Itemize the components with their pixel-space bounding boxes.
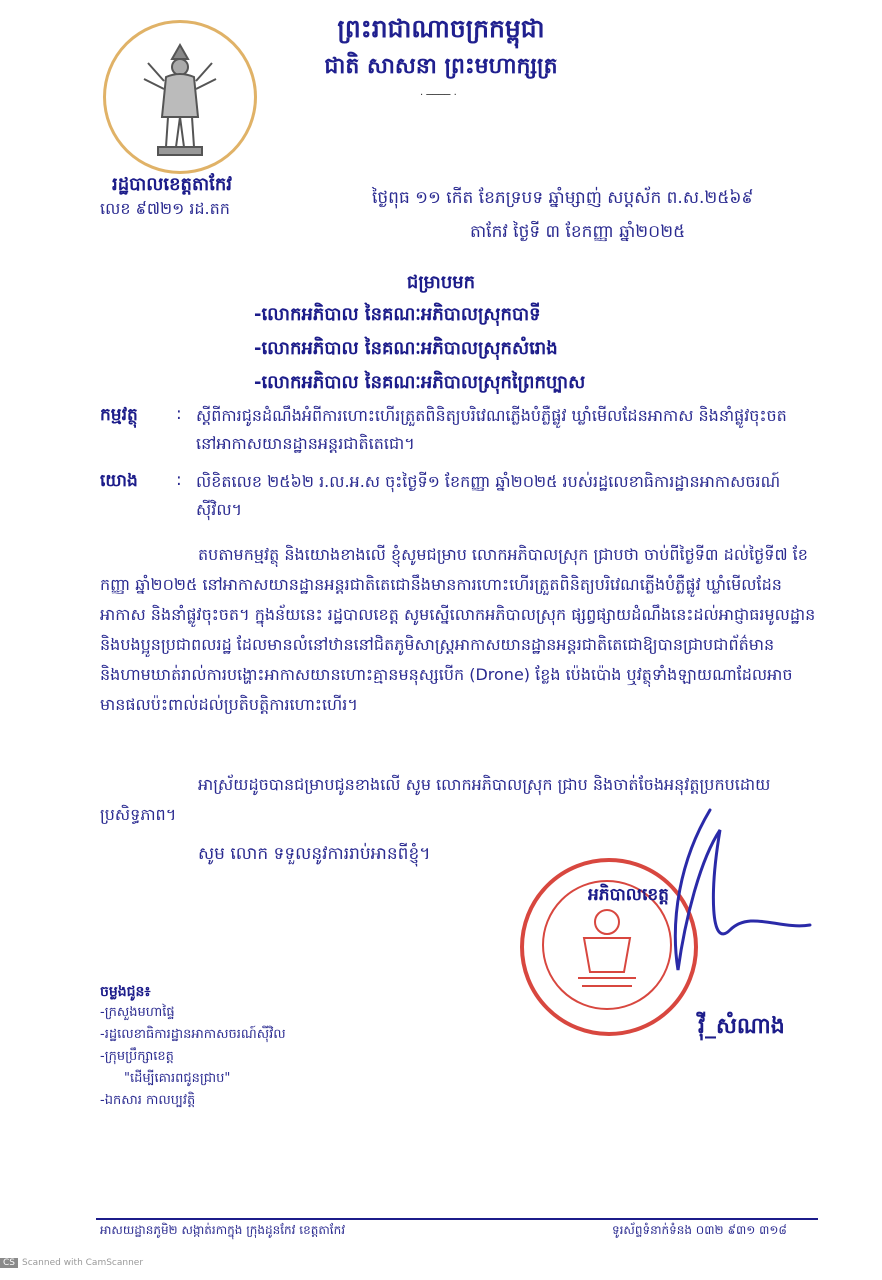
body-paragraph-1 bbox=[100, 540, 820, 720]
reference-text: លិខិតលេខ ២៥៦២ រ.ល.អ.ស ចុះថ្ងៃទី១ ខែកញ្ញា ឆ្នាំ២០២៥ របស់រដ្ឋលេខាធិការដ្ឋានអាកាសចរណ៍ស៊ីវិល។ bbox=[196, 472, 781, 519]
camscanner-icon: CS bbox=[0, 1258, 18, 1268]
national-motto: ជាតិ សាសនា ព្រះមហាក្សត្រ bbox=[324, 54, 558, 79]
cc-item: -រដ្ឋលេខាធិការដ្ឋានអាកាសចរណ៍ស៊ីវិល bbox=[100, 1027, 286, 1042]
body-paragraph-2-text: អាស្រ័យដូចបានជម្រាបជូនខាងលើ សូម លោកអភិបាលស្រុក ជ្រាប និងចាត់ចែងអនុវត្តប្រកបដោយប្រសិទ្ធភាព។ bbox=[100, 775, 771, 824]
cc-item: -ក្រុមប្រឹក្សាខេត្ត bbox=[100, 1049, 174, 1064]
cc-heading: ចម្លងជូន៖ bbox=[100, 984, 151, 1000]
closing-line: សូម លោក ទទួលនូវការរាប់អានពីខ្ញុំ។ bbox=[198, 844, 431, 864]
footer-phone: ទូរស័ព្ទទំនាក់ទំនង ០៣២ ៩៣១ ៣១៨ bbox=[612, 1223, 787, 1237]
deity-statue-icon bbox=[106, 23, 254, 171]
sender-administration: រដ្ឋបាលខេត្តតាកែវ bbox=[112, 174, 232, 195]
lunar-date: ថ្ងៃពុធ ១១ កើត ខែភទ្របទ ឆ្នាំម្សាញ់ សប្តស័ក ព.ស.២៥៦៩ bbox=[372, 188, 754, 208]
kingdom-heading: ព្រះរាជាណាចក្រកម្ពុជា bbox=[337, 14, 545, 43]
cc-item: -ឯកសារ កាលប្បវត្តិ bbox=[100, 1093, 196, 1108]
subject-text: ស្តីពីការជូនដំណឹងអំពីការហោះហើរត្រួតពិនិត្យបរិវេណភ្លើងបំភ្លឺផ្លូវ ឃ្លាំមើលដែនអាកាស និងនាំផ្លូវចុះចតនៅអាកាសយានដ្ឋានអន្តរជាតិតេជោ។ bbox=[196, 406, 787, 453]
recipient-item: -លោកអភិបាល នៃគណៈអភិបាលស្រុកព្រៃកប្បាស bbox=[254, 372, 586, 393]
signer-name: វ៉ី_សំណាង bbox=[698, 1014, 785, 1039]
recipient-item: -លោកអភិបាល នៃគណៈអភិបាលស្រុកសំរោង bbox=[254, 338, 558, 359]
reference-number: លេខ ៩៧២១ រដ.តក bbox=[100, 199, 230, 218]
solar-date: តាកែវ ថ្ងៃទី ៣ ខែកញ្ញា ឆ្នាំ២០២៥ bbox=[470, 222, 686, 242]
subject-label: កម្មវត្ថុ bbox=[100, 405, 138, 425]
header-ornament: · ──── · bbox=[420, 90, 457, 101]
footer-address: អាសយដ្ឋានភូមិ២ សង្កាត់រកាក្នុង ក្រុងដូនកែវ ខេត្តតាកែវ bbox=[100, 1223, 345, 1237]
scanner-watermark bbox=[0, 1258, 143, 1268]
signer-title: អភិបាលខេត្ត bbox=[588, 885, 669, 905]
footer-divider bbox=[96, 1218, 818, 1220]
scanner-text: Scanned with CamScanner bbox=[22, 1258, 144, 1268]
cc-item: -ក្រសួងមហាផ្ទៃ bbox=[100, 1005, 175, 1020]
subject-colon: : bbox=[176, 404, 182, 424]
provincial-emblem bbox=[103, 20, 257, 174]
recipients-label: ជម្រាបមក bbox=[406, 272, 476, 293]
reference-colon: : bbox=[176, 470, 182, 490]
cc-item: "ដើម្បីគោរពជូនជ្រាប" bbox=[124, 1071, 231, 1086]
reference-label: យោង bbox=[100, 471, 138, 491]
recipient-item: -លោកអភិបាល នៃគណៈអភិបាលស្រុកបាទី bbox=[254, 304, 541, 325]
body-paragraph-1-text: តបតាមកម្មវត្ថុ និងយោងខាងលើ ខ្ញុំសូមជម្រាប លោកអភិបាលស្រុក ជ្រាបថា ចាប់ពីថ្ងៃទី៣ ដល់ថ្ងៃទី៧ ខែកញ្ញា ឆ្នាំ២០២៥ នៅអាកាសយានដ្ឋានអន្តរជាតិតេជោនឹងមានការហោះហើរត្រួតពិនិត្យបរិវេណភ្លើងបំភ្លឺផ្លូវ ឃ្លាំមើលដែនអាកាស និងនាំផ្លូវចុះចត។ ក្នុងន័យនេះ រដ្ឋបាលខេត្ត សូមស្នើលោកអភិបាលស្រុក ផ្សព្វផ្សាយដំណឹងនេះដល់អាជ្ញាធរមូលដ្ឋាន និងបងប្អូនប្រជាពលរដ្ឋ ដែលមានលំនៅឋាននៅជិតភូមិសាស្ត្រអាកាសយានដ្ឋានអន្តរជាតិតេជោឱ្យបានជ្រាបជាព័ត៌មាន និងហាមឃាត់រាល់ការបង្ហោះអាកាសយានហោះគ្មានមនុស្សបើក (Drone) ខ្លែង ប៉េងប៉ោង ឬវត្ថុទាំងឡាយណាដែលអាចមានផលប៉ះពាល់ដល់ប្រតិបត្តិការហោះហើរ។ bbox=[100, 545, 816, 714]
